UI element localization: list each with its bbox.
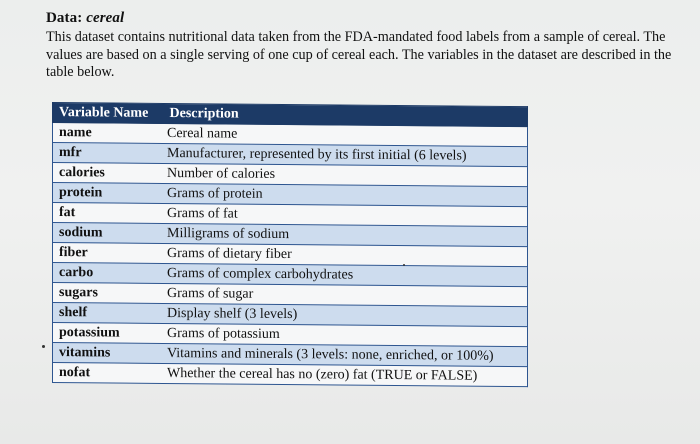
- description-cell: Grams of complex carbohydrates: [163, 263, 528, 286]
- description-cell: Whether the cereal has no (zero) fat (TRUE or FALSE): [163, 363, 528, 386]
- heading-label: Data:: [46, 10, 83, 26]
- variable-cell: protein: [53, 183, 164, 204]
- description-cell: Grams of fat: [163, 203, 528, 226]
- variable-cell: calories: [53, 163, 164, 184]
- description-cell: Display shelf (3 levels): [163, 303, 528, 326]
- table-row: [53, 363, 528, 387]
- variable-cell: mfr: [53, 143, 164, 164]
- variable-cell: carbo: [53, 263, 164, 284]
- description-cell: Grams of potassium: [163, 323, 528, 346]
- variable-cell: fat: [53, 203, 164, 224]
- description-cell: Number of calories: [163, 163, 528, 186]
- column-header-variable: Variable Name: [53, 103, 164, 124]
- variable-cell: nofat: [53, 363, 164, 384]
- description-cell: Grams of dietary fiber: [163, 243, 528, 266]
- variable-cell: potassium: [53, 323, 164, 344]
- variable-cell: fiber: [53, 243, 164, 264]
- description-cell: Manufacturer, represented by its first initial (6 levels): [163, 143, 528, 166]
- variable-cell: name: [53, 123, 164, 144]
- description-cell: Vitamins and minerals (3 levels: none, enriched, or 100%): [163, 343, 528, 366]
- variable-cell: shelf: [53, 303, 164, 324]
- variable-cell: sodium: [53, 223, 164, 244]
- description-cell: Cereal name: [163, 123, 528, 146]
- screen-speck: [42, 345, 45, 348]
- variables-table-container: [52, 102, 528, 383]
- dataset-heading: [46, 10, 124, 27]
- screen-speck: [403, 264, 405, 266]
- description-cell: Grams of protein: [163, 183, 528, 206]
- variable-cell: vitamins: [53, 343, 164, 364]
- variable-cell: sugars: [53, 283, 164, 304]
- column-header-description: Description: [163, 103, 528, 126]
- dataset-name: cereal: [86, 10, 125, 26]
- intro-paragraph: This dataset contains nutritional data taken from the FDA-mandated food labels from a sample of cereal. The values are based on a single serving of one cup of cereal each. The variables in the dataset are described in the table below.: [46, 29, 672, 80]
- description-cell: Milligrams of sodium: [163, 223, 528, 246]
- variables-table: [52, 102, 528, 387]
- description-cell: Grams of sugar: [163, 283, 528, 306]
